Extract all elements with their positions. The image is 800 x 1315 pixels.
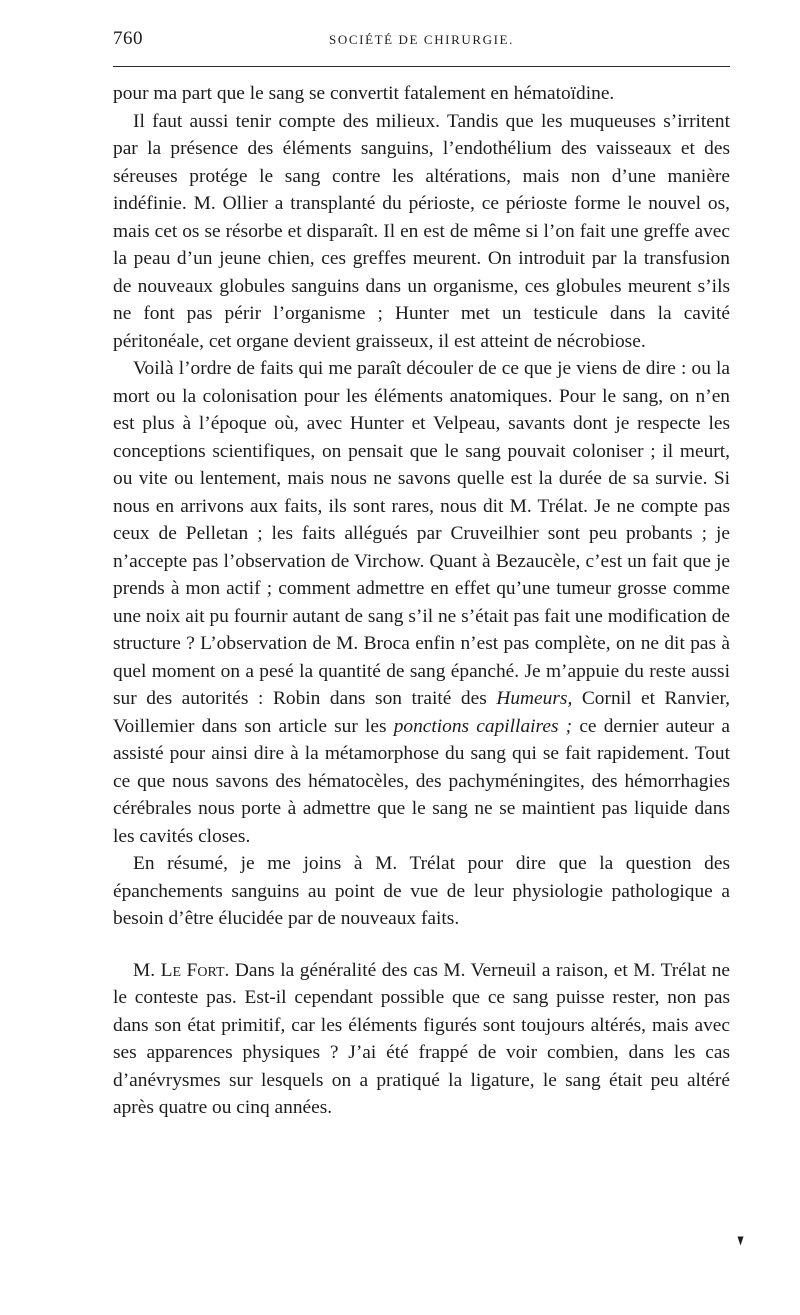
paragraph-continuation: pour ma part que le sang se convertit fatalement en hématoïdine.	[113, 83, 615, 104]
paragraph-text-part: Voilà l’ordre de faits qui me paraît découler de ce que je viens de dire : ou la mort ou la colonisation pour les éléments anatomiques. Pour le sang, on n’en est plus à l’époque où, avec Hunter et Velpeau, savants dont je respecte les conceptions scientifiques, on pensait que le sang pouvait coloniser ; il meurt, ou vite ou lentement, mais nous ne savons quelle est la durée de sa survie. Si nous en arrivons aux faits, ils sont rares, nous dit M. Trélat. Je ne compte pas ceux de Pelletan ; les faits allégués par Cruveilhier sont peu probants ; je n’accepte pas l’observation de Virchow. Quant à Bezaucèle, c’est un fait que je prends à mon actif ; comment admettre en effet qu’une tumeur grosse comme une noix ait pu fournir autant de sang s’il ne s’était pas fait une modification de structure ? L’observation de M. Broca enfin n’est pas complète, on ne dit pas à quel moment on a pesé la quantité de sang épanché. Je m’appuie du reste aussi sur des autorités : Robin dans son traité des	[113, 358, 730, 709]
paragraph-text-part: ce dernier auteur a assisté pour ainsi dire à la métamorphose du sang qui se fait rapidement. Tout ce que nous savons des hématocèles, des pachyméningites, des hémorrhagies cérébrales nous porte à admettre que le sang ne se maintient pas liquide dans les cavités closes.	[113, 715, 731, 847]
page-header	[113, 28, 730, 52]
printer-mark-icon	[737, 1236, 744, 1246]
running-head: SOCIÉTÉ DE CHIRURGIE.	[329, 32, 514, 47]
paragraph-milieux: Il faut aussi tenir compte des milieux. Tandis que les muqueuses s’irritent par la présence des éléments sanguins, l’endothélium des vaisseaux et des séreuses protége le sang contre les altérations, mais non d’une manière indéfinie. M. Ollier a transplanté du périoste, ce périoste forme le nouvel os, mais cet os se résorbe et disparaît. Il en est de même si l’on fait une greffe avec la peau d’un jeune chien, ces greffes meurent. On introduit par la transfusion de nouveaux globules sanguins dans un organisme, ces globules meurent s’ils ne font pas périr l’organisme ; Hunter met un testicule dans la cavité péritonéale, cet organe devient graisseux, il est atteint de nécrobiose.	[113, 110, 730, 352]
paragraph-resume: En résumé, je me joins à M. Trélat pour dire que la question des épanchements sanguins au point de vue de leur physiologie pathologique a besoin d’être élucidée par de nouveaux faits.	[113, 853, 730, 929]
speaker-name: Le Fort	[160, 959, 225, 981]
italic-title-ponctions: ponctions capillaires ;	[393, 715, 573, 737]
paragraph-text-part: Cornil et Ranvier, Voillemier dans son article sur les	[113, 688, 730, 737]
body-text	[113, 80, 730, 1122]
speaker-prefix: M.	[133, 959, 161, 981]
header-rule	[113, 66, 730, 67]
page-number: 760	[113, 28, 143, 49]
paragraph-ordre-de-faits	[113, 355, 730, 850]
paragraph-le-fort	[113, 957, 730, 1122]
italic-title-humeurs: Humeurs,	[496, 688, 573, 709]
paragraph-text-part: . Dans la généralité des cas M. Verneuil a raison, et M. Trélat ne le conteste pas. Est-il cependant possible que ce sang puisse rester, non pas dans son état primitif, car les éléments figurés sont toujours altérés, mais avec ses apparences physiques ? J’ai été frappé de voir combien, dans les cas d’anévrysmes sur lesquels on a pratiqué la ligature, le sang était peu altéré après quatre ou cinq années.	[113, 959, 731, 1118]
